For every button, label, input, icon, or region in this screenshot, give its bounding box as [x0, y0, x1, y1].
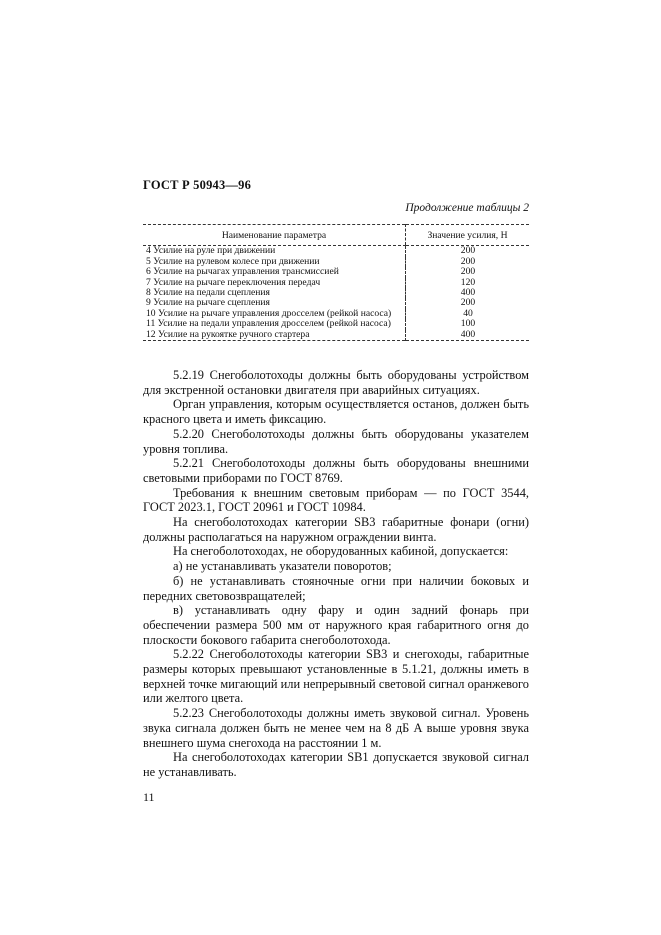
row-value: 120	[406, 278, 530, 288]
row-value: 200	[406, 246, 530, 257]
row-parameter: 7 Усилие на рычаге переключения передач	[146, 276, 321, 288]
document-header: ГОСТ Р 50943—96	[143, 178, 252, 192]
row-parameter: 9 Усилие на рычаге сцепления	[146, 297, 270, 309]
row-parameter: 8 Усилие на педали сцепления	[146, 287, 270, 299]
row-parameter: 12 Усилие на рукоятке ручного стартера	[146, 328, 310, 340]
row-value: 200	[406, 298, 530, 308]
body-text	[143, 368, 529, 780]
row-parameter: 4 Усилие на руле при движении	[146, 245, 276, 257]
list-item-a: а) не устанавливать указатели поворотов;	[173, 559, 392, 574]
row-value: 40	[406, 309, 530, 319]
paragraph: На снегоболотоходах категории SB3 габаритные фонари (огни) должны располагаться на наружном ограждении винта.	[143, 515, 529, 544]
paragraph: Орган управления, которым осуществляется останов, должен быть красного цвета и иметь фиксацию.	[143, 397, 529, 427]
table-continuation-label: Продолжение таблицы 2	[405, 202, 529, 214]
paragraph-5-2-20: 5.2.20 Снегоболотоходы должны быть оборудованы указателем уровня топлива.	[143, 426, 529, 456]
paragraph-5-2-23: 5.2.23 Снегоболотоходы должны иметь звуковой сигнал. Уровень звука сигнала должен быть не менее чем на 8 дБ А выше уровня звука внешнего шума снегохода на расстоянии 1 м.	[143, 706, 529, 750]
paragraph-5-2-21: 5.2.21 Снегоболотоходы должны быть оборудованы внешними световыми приборами по ГОСТ 8769.	[143, 456, 529, 485]
list-item-c: в) устанавливать одну фару и один задний фонарь при обеспечении размера 500 мм от наружного края габаритного огня до плоскости бокового габарита снегоболотохода.	[143, 603, 529, 647]
page-number: 11	[143, 790, 155, 804]
row-parameter: 10 Усилие на рычаге управления дросселем (рейкой насоса)	[146, 307, 392, 319]
table-header-row	[143, 225, 529, 246]
list-item-b: б) не устанавливать стояночные огни при наличии боковых и передних световозвращателей;	[143, 573, 529, 603]
row-value: 400	[406, 330, 530, 341]
row-value: 200	[406, 267, 530, 277]
row-parameter: 11 Усилие на педали управления дросселем (рейкой насоса)	[146, 318, 391, 330]
row-value: 200	[406, 257, 530, 267]
table-row	[143, 330, 529, 341]
row-value: 100	[406, 319, 530, 329]
paragraph: Требования к внешним световым приборам — по ГОСТ 3544, ГОСТ 2023.1, ГОСТ 20961 и ГОСТ 10984.	[143, 485, 529, 515]
row-parameter: 6 Усилие на рычагах управления трансмиссией	[146, 266, 339, 278]
paragraph-5-2-19: 5.2.19 Снегоболотоходы должны быть оборудованы устройством для экстренной остановки двигателя при аварийных ситуациях.	[143, 368, 529, 397]
parameters-table	[143, 224, 529, 341]
row-value: 400	[406, 288, 530, 298]
column-header-value: Значение усилия, Н	[406, 225, 530, 246]
column-header-name: Наименование параметра	[143, 225, 406, 246]
paragraph: На снегоболотоходах категории SB1 допускается звуковой сигнал не устанавливать.	[143, 750, 529, 779]
paragraph-5-2-22: 5.2.22 Снегоболотоходы категории SB3 и снегоходы, габаритные размеры которых превышают установленные в 5.1.21, должны иметь в верхней точке мигающий или непрерывный световой сигнал оранжевого или желтого цвета.	[143, 647, 529, 706]
row-parameter: 5 Усилие на рулевом колесе при движении	[146, 255, 320, 267]
paragraph: На снегоболотоходах, не оборудованных кабиной, допускается:	[173, 544, 509, 559]
